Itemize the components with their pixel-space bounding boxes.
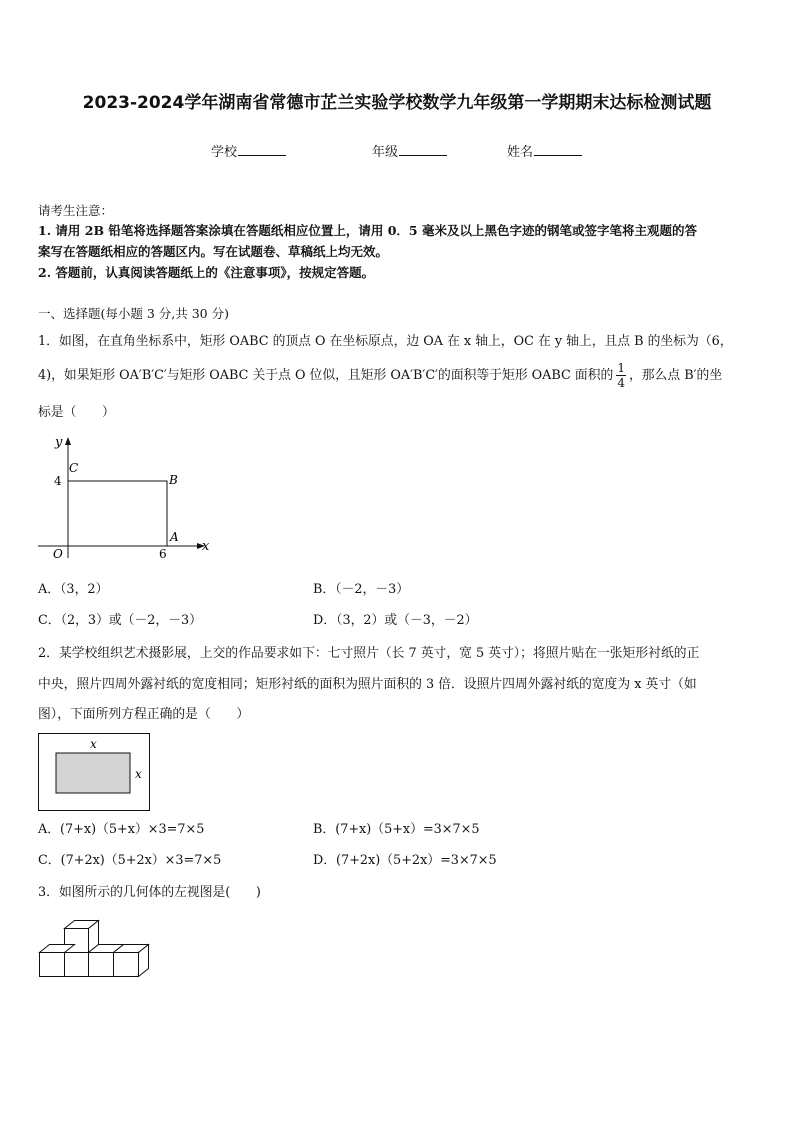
q2-line3: 图），下面所列方程正确的是（ ）: [38, 707, 250, 722]
page-title: 2023-2024学年湖南省常德市芷兰实验学校数学九年级第一学期期末达标检测试题: [82, 93, 712, 113]
point-c-label: C: [69, 461, 79, 475]
q1-line2: [38, 361, 722, 390]
school-field: [211, 141, 286, 160]
q1-line2-a: 4)，如果矩形 OA′B′C′与矩形 OABC 关于点 O 位似，且矩形 OA′B′C′的面积等于矩形 OABC 面积的: [38, 368, 614, 383]
q1-line1: 1．如图，在直角坐标系中，矩形 OABC 的顶点 O 在坐标原点，边 OA 在 x 轴上，OC 在 y 轴上，且点 B 的坐标为（6，: [38, 334, 733, 349]
name-field: [507, 141, 582, 160]
base-cube-2-front: [65, 953, 89, 977]
q2-option-a: A．(7+x)（5+x）×3=7×5: [38, 822, 205, 837]
tick-label-4: 4: [54, 474, 62, 488]
point-b-label: B: [169, 473, 178, 487]
q1-option-d: D．（3，2）或（－3，－2）: [313, 613, 478, 628]
q1-line2-b: ，那么点 B′的坐: [628, 368, 723, 383]
rectangle-oabc: [68, 481, 167, 546]
grade-blank: [399, 143, 447, 156]
notice-item-2: 2. 答题前，认真阅读答题纸上的《注意事项》，按规定答题。: [38, 265, 375, 280]
q1-option-a: A．（3，2）: [38, 582, 109, 597]
width-x-right-label: x: [135, 767, 142, 781]
base-cube-1-front: [40, 953, 65, 977]
notice-item-1a: 1. 请用 2B 铅笔将选择题答案涂填在答题纸相应位置上，请用 0．5 毫米及以上黑色字迹的钢笔或签字笔将主观题的答: [38, 223, 697, 238]
width-x-top-label: x: [90, 737, 97, 751]
grade-field: [372, 141, 447, 160]
q2-option-d: D．(7+2x)（5+2x）=3×7×5: [313, 853, 497, 868]
school-blank: [238, 143, 286, 156]
q3-solid-figure: [38, 918, 154, 980]
y-label: y: [55, 435, 63, 450]
section-heading: 一、选择题(每小题 3 分,共 30 分): [38, 306, 229, 321]
q1-line3: 标是（ ）: [38, 405, 115, 420]
school-label: 学校: [211, 145, 238, 160]
photo-rect: [56, 753, 130, 793]
quarter-fraction: [616, 361, 626, 390]
name-blank: [534, 143, 582, 156]
q2-photo-figure: [38, 733, 152, 813]
q2-line1: 2．某学校组织艺术摄影展，上交的作品要求如下：七寸照片（长 7 英寸，宽 5 英寸）；将照片贴在一张矩形衬纸的正: [38, 646, 700, 661]
x-label: x: [202, 539, 210, 554]
y-axis-arrow: [65, 437, 71, 445]
q1-option-c: C．（2，3）或（－2，－3）: [38, 613, 202, 628]
fraction-denominator: 4: [617, 376, 625, 390]
notice-heading: 请考生注意：: [38, 203, 114, 218]
q2-option-b: B．(7+x)（5+x）=3×7×5: [313, 822, 480, 837]
q1-option-b: B．（－2，－3）: [313, 582, 410, 597]
q3-line1: 3．如图所示的几何体的左视图是( ): [38, 885, 261, 900]
q1-coordinate-figure: [34, 432, 214, 564]
fraction-numerator: 1: [617, 361, 625, 375]
grade-label: 年级: [372, 145, 399, 160]
tick-label-6: 6: [159, 547, 167, 561]
base-cube-3-front: [89, 953, 114, 977]
point-a-label: A: [170, 530, 179, 544]
name-label: 姓名: [507, 145, 534, 160]
point-o-label: O: [53, 547, 63, 561]
q2-option-c: C．(7+2x)（5+2x）×3=7×5: [38, 853, 222, 868]
notice-item-1b: 案写在答题纸相应的答题区内。写在试题卷、草稿纸上均无效。: [38, 244, 389, 259]
base-cube-4-front: [114, 953, 139, 977]
q2-line2: 中央，照片四周外露衬纸的宽度相同；矩形衬纸的面积为照片面积的 3 倍．设照片四周外露衬纸的宽度为 x 英寸（如: [38, 677, 697, 692]
